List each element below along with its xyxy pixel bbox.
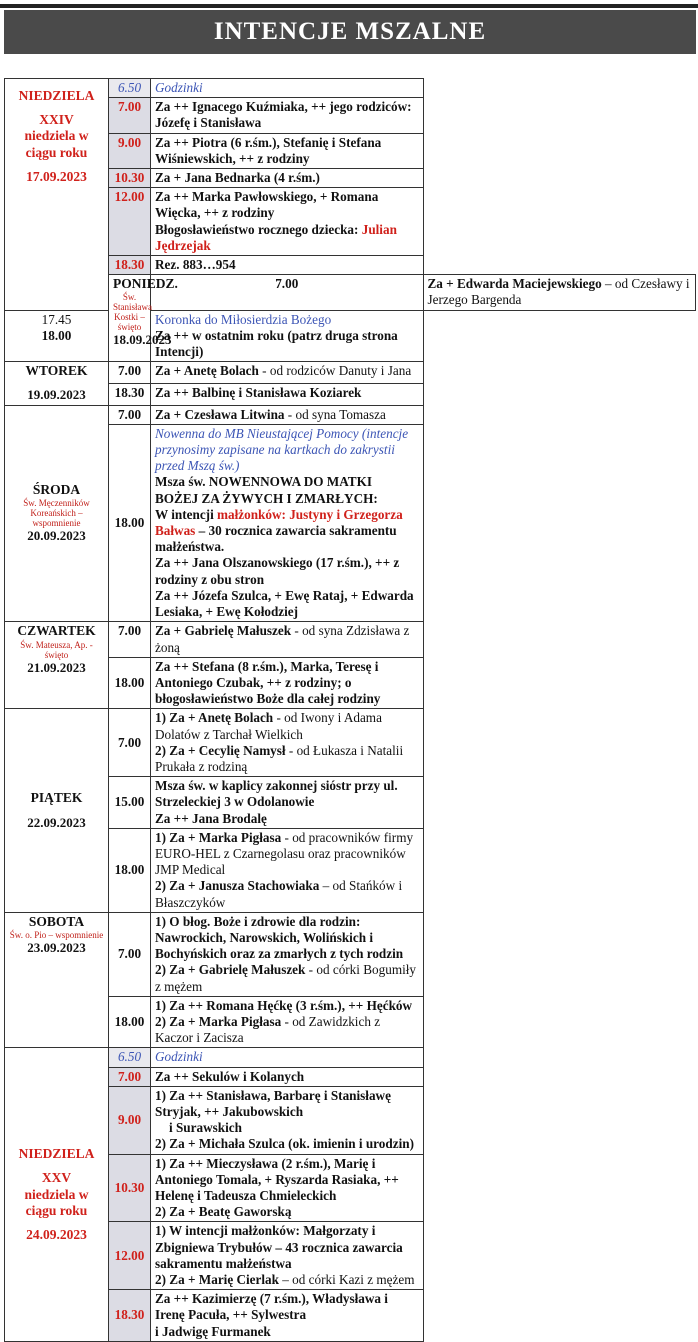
table-row [5, 275, 696, 310]
intention-text: Godzinki [151, 1048, 424, 1067]
day-name: NIEDZIELA [18, 1146, 95, 1162]
mass-time: 7.00 [109, 709, 151, 777]
day-cell-saturday [5, 912, 109, 1048]
day-date: 24.09.2023 [26, 1226, 87, 1242]
table-row [5, 405, 696, 424]
intention-text: Za + Czesława Litwina - od syna Tomasza [151, 405, 424, 424]
saint-note: Św. Stanisława Kostki – święto [113, 292, 152, 333]
intention-text: Koronka do Miłosierdzia Bożego Za ++ w ostatnim roku (patrz druga strona Intencji) [151, 310, 424, 362]
table-row [5, 912, 696, 996]
table-row [5, 98, 696, 133]
intention-text: Za + Jana Bednarka (4 r.śm.) [151, 169, 424, 188]
table-row [5, 1048, 696, 1067]
intention-text: Za ++ Piotra (6 r.śm.), Stefanię i Stefana Wiśniewskich, ++ z rodziny [151, 133, 424, 168]
table-row [5, 622, 696, 657]
mass-time: 15.00 [109, 777, 151, 829]
day-cell-friday [5, 709, 109, 912]
top-rule [0, 4, 698, 8]
mass-time: 18.30 [109, 1290, 151, 1342]
table-row [5, 996, 696, 1048]
day-name: CZWARTEK [17, 623, 96, 639]
intention-text: Rez. 883…954 [151, 256, 424, 275]
intention-text: Za ++ Balbinę i Stanisława Koziarek [151, 383, 424, 405]
day-date: 20.09.2023 [27, 528, 86, 544]
mass-time: 7.00 [151, 275, 424, 310]
mass-time: 7.00 [109, 405, 151, 424]
mass-time: 9.00 [109, 133, 151, 168]
saint-note: Św. Męczenników Koreańskich – wspomnienie [23, 498, 90, 529]
day-cell-monday [109, 275, 178, 362]
mass-time: 6.50 [109, 79, 151, 98]
day-cell-wednesday [5, 405, 109, 622]
intention-text: Za + Anetę Bolach - od rodziców Danuty i Jana [151, 362, 424, 384]
day-date: 23.09.2023 [27, 939, 86, 955]
table-row [5, 828, 696, 912]
table-row [5, 383, 696, 405]
mass-time: 7.00 [109, 622, 151, 657]
day-cell-tuesday [5, 362, 109, 405]
table-row [5, 188, 696, 256]
day-name: PONIEDZ. [113, 276, 178, 292]
intention-text: Za ++ Stefana (8 r.śm.), Marka, Teresę i Antoniego Czubak, ++ z rodziny; o błogosławieństwo Boże dla całej rodziny [151, 657, 424, 709]
mass-time: 7.00 [109, 362, 151, 384]
intention-text: Nowenna do MB Nieustającej Pomocy (intencje przynosimy zapisane na kartkach do zakrystii przed Mszą św.) Msza św. NOWENNOWA DO MATKI BOŻEJ ZA ŻYWYCH I ZMARŁYCH: W intencji małżonków: Justyny i Grzegorza Bałwas – 30 rocznica zawarcia sakramentu małżeństwa. Za ++ Jana Olszanowskiego (17 r.śm.), ++ z rodziny z obu stron Za ++ Józefa Szulca, + Ewę Rataj, + Edwarda Lesiaka, + Ewę Kołodziej [151, 424, 424, 621]
mass-time: 18.30 [109, 383, 151, 405]
mass-time: 6.50 [109, 1048, 151, 1067]
table-row [5, 1154, 696, 1222]
day-cell-thursday [5, 622, 109, 709]
table-row [5, 1067, 696, 1086]
week-label: niedziela w [24, 128, 89, 144]
day-date: 18.09.2023 [113, 332, 172, 348]
day-name: SOBOTA [28, 913, 85, 929]
intention-text: 1) Za + Anetę Bolach - od Iwony i Adama Dolatów z Tarchał Wielkich 2) Za + Cecylię Namysł - od Łukasza i Natalii Prukała z rodziną [151, 709, 424, 777]
mass-time: 18.00 [109, 828, 151, 912]
mass-time: 9.00 [109, 1086, 151, 1154]
week-label: niedziela w [24, 1186, 89, 1202]
day-cell-sunday-1 [5, 79, 109, 311]
day-date: 17.09.2023 [26, 168, 87, 184]
table-row [5, 424, 696, 621]
mass-time: 18.00 [109, 424, 151, 621]
intention-text: 1) Za ++ Mieczysława (2 r.śm.), Marię i Antoniego Tomala, + Ryszarda Rasiaka, ++ Helenę i Tadeusza Chmieleckich 2) Za + Beatę Gaworską [151, 1154, 424, 1222]
table-row [5, 256, 696, 275]
table-row [5, 362, 696, 384]
table-row [5, 1222, 696, 1290]
mass-time: 12.00 [109, 1222, 151, 1290]
table-row [5, 310, 696, 362]
intention-text: Za ++ Kazimierzę (7 r.śm.), Władysława i Irenę Pacuła, ++ Sylwestra i Jadwigę Furmanek [151, 1290, 424, 1342]
mass-time: 10.30 [109, 1154, 151, 1222]
table-row [5, 169, 696, 188]
mass-time: 7.00 [109, 1067, 151, 1086]
intention-text: 1) Za ++ Romana Hęćkę (3 r.śm.), ++ Hęćków 2) Za + Marka Pigłasa - od Zawidzkich z Kaczor i Zacisza [151, 996, 424, 1048]
table-row [5, 657, 696, 709]
week-number: XXV [41, 1170, 72, 1186]
intention-text: 1) W intencji małżonków: Małgorzaty i Zbigniewa Trybułów – 43 rocznica zawarcia sakramentu małżeństwa 2) Za + Marię Cierlak – od córki Kazi z mężem [151, 1222, 424, 1290]
mass-time: 7.00 [109, 912, 151, 996]
table-row [5, 777, 696, 829]
table-row [5, 79, 696, 98]
intention-text: 1) Za ++ Stanisława, Barbarę i Stanisławę Stryjak, ++ Jakubowskich i Surawskich 2) Za + Michała Szulca (ok. imienin i urodzin) [151, 1086, 424, 1154]
mass-time: 12.00 [109, 188, 151, 256]
table-row [5, 709, 696, 777]
intention-text: 1) O błog. Boże i zdrowie dla rodzin: Nawrockich, Narowskich, Wolińskich i Bochyńskich oraz za zmarłych z tych rodzin 2) Za + Gabrielę Małuszek - od córki Bogumiły z mężem [151, 912, 424, 996]
mass-time: 18.30 [109, 256, 151, 275]
intention-text: Za + Edwarda Maciejewskiego – od Czesławy i Jerzego Bargenda [423, 275, 696, 310]
page-title: INTENCJE MSZALNE [4, 10, 696, 54]
mass-time: 10.30 [109, 169, 151, 188]
day-date: 19.09.2023 [27, 387, 86, 403]
day-date: 21.09.2023 [27, 659, 86, 675]
intention-text: Msza św. w kaplicy zakonnej sióstr przy ul. Strzeleckiej 3 w Odolanowie Za ++ Jana Brodalę [151, 777, 424, 829]
mass-time: 18.00 [109, 996, 151, 1048]
intention-text: Godzinki [151, 79, 424, 98]
mass-time: 17.45 18.00 [5, 310, 109, 362]
day-cell-sunday-2 [5, 1048, 109, 1341]
table-row [5, 1086, 696, 1154]
saint-note: Św. Mateusza, Ap. - święto [20, 639, 93, 660]
day-name: NIEDZIELA [18, 88, 95, 103]
intention-text: Za ++ Marka Pawłowskiego, + Romana Więcka, ++ z rodziny Błogosławieństwo rocznego dziecka: Julian Jędrzejak [151, 188, 424, 256]
saint-note: Św. o. Pio – wspomnienie [9, 929, 104, 940]
week-label: ciągu roku [25, 144, 88, 160]
table-row [5, 1290, 696, 1342]
day-name: ŚRODA [32, 482, 81, 498]
day-name: PIĄTEK [30, 790, 83, 806]
mass-time: 7.00 [109, 98, 151, 133]
mass-time: 18.00 [109, 657, 151, 709]
intention-text: Za + Gabrielę Małuszek - od syna Zdzisława z żoną [151, 622, 424, 657]
intention-text: Za ++ Sekulów i Kolanych [151, 1067, 424, 1086]
day-date: 22.09.2023 [27, 814, 86, 830]
table-row [5, 133, 696, 168]
day-name: WTOREK [25, 363, 88, 379]
intentions-table [4, 78, 696, 1342]
intention-text: 1) Za + Marka Pigłasa - od pracowników firmy EURO-HEL z Czarnegolasu oraz pracowników JMP Medical 2) Za + Janusza Stachowiaka – od Stańków i Błaszczyków [151, 828, 424, 912]
intention-text: Za ++ Ignacego Kuźmiaka, ++ jego rodziców: Józefę i Stanisława [151, 98, 424, 133]
week-label: ciągu roku [25, 1202, 88, 1218]
week-number: XXIV [39, 112, 74, 128]
